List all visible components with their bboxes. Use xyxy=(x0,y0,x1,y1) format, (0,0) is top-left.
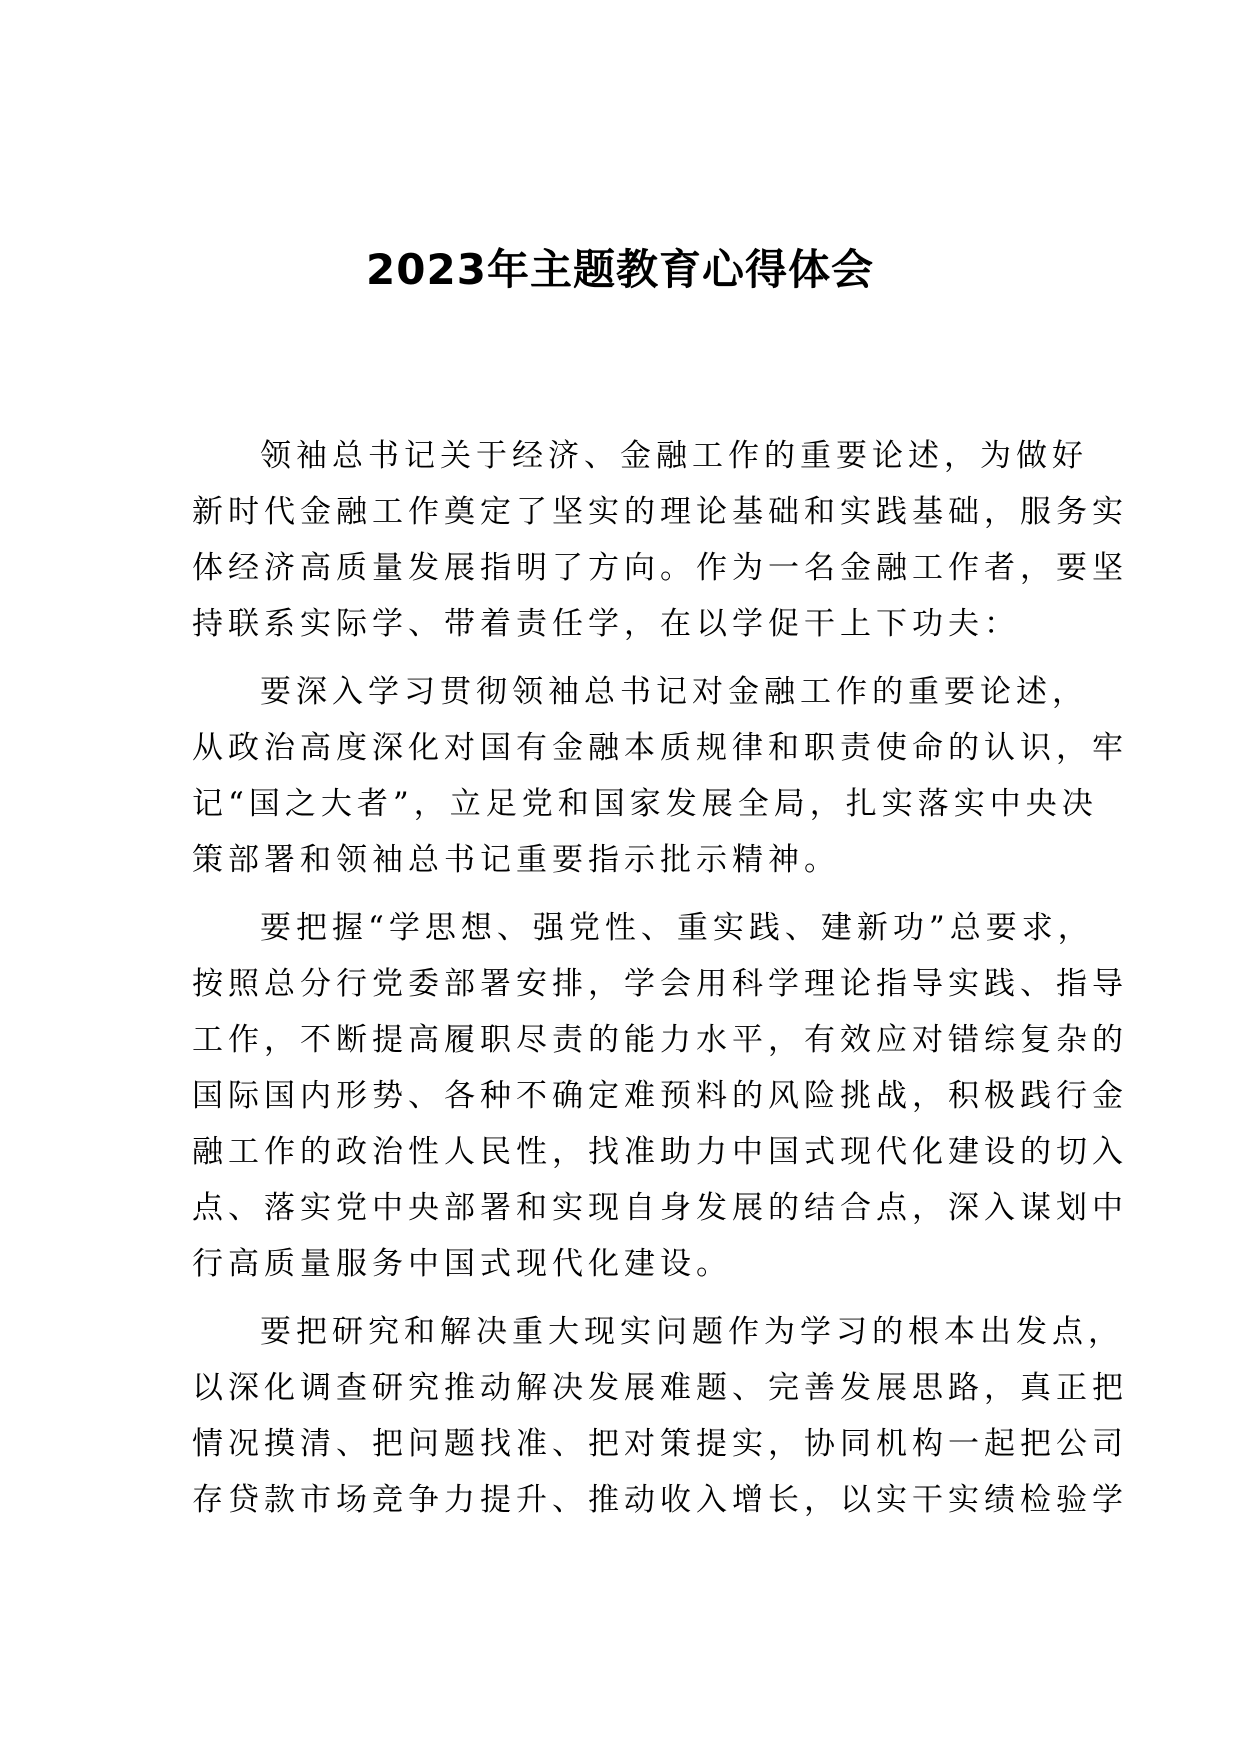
paragraph-line: 融工作的政治性人民性，找准助力中国式现代化建设的切入 xyxy=(192,1134,1128,1170)
document-body xyxy=(192,428,1128,1528)
paragraph-line: 策部署和领袖总书记重要指示批示精神。 xyxy=(192,842,840,878)
paragraph-line: 工作，不断提高履职尽责的能力水平，有效应对错综复杂的 xyxy=(192,1022,1128,1058)
paragraph-line: 要把研究和解决重大现实问题作为学习的根本出发点， xyxy=(260,1314,1124,1350)
paragraph-line: 以深化调查研究推动解决发展难题、完善发展思路，真正把 xyxy=(192,1370,1128,1406)
document-title: 2023年主题教育心得体会 xyxy=(366,245,874,294)
paragraph-4 xyxy=(192,1304,1128,1528)
paragraph-line: 情况摸清、把问题找准、把对策提实，协同机构一起把公司 xyxy=(192,1426,1128,1462)
paragraph-line: 要深入学习贯彻领袖总书记对金融工作的重要论述， xyxy=(260,674,1088,710)
paragraph-line: 体经济高质量发展指明了方向。作为一名金融工作者，要坚 xyxy=(192,550,1128,586)
paragraph-line: 领袖总书记关于经济、金融工作的重要论述，为做好 xyxy=(260,438,1088,474)
paragraph-line: 点、落实党中央部署和实现自身发展的结合点，深入谋划中 xyxy=(192,1190,1128,1226)
paragraph-line: 从政治高度深化对国有金融本质规律和职责使命的认识，牢 xyxy=(192,730,1128,766)
paragraph-3 xyxy=(192,900,1128,1292)
paragraph-line: 行高质量服务中国式现代化建设。 xyxy=(192,1246,732,1282)
paragraph-line: 按照总分行党委部署安排，学会用科学理论指导实践、指导 xyxy=(192,966,1128,1002)
paragraph-line: 存贷款市场竞争力提升、推动收入增长，以实干实绩检验学 xyxy=(192,1482,1128,1518)
paragraph-line: 国际国内形势、各种不确定难预料的风险挑战，积极践行金 xyxy=(192,1078,1128,1114)
paragraph-line: 要把握“学思想、强党性、重实践、建新功”总要求， xyxy=(260,910,1094,946)
paragraph-2 xyxy=(192,664,1128,888)
paragraph-line: 持联系实际学、带着责任学，在以学促干上下功夫： xyxy=(192,606,1020,642)
paragraph-line: 新时代金融工作奠定了坚实的理论基础和实践基础，服务实 xyxy=(192,494,1128,530)
paragraph-line: 记“国之大者”，立足党和国家发展全局，扎实落实中央决 xyxy=(192,786,1098,822)
paragraph-1 xyxy=(192,428,1128,652)
